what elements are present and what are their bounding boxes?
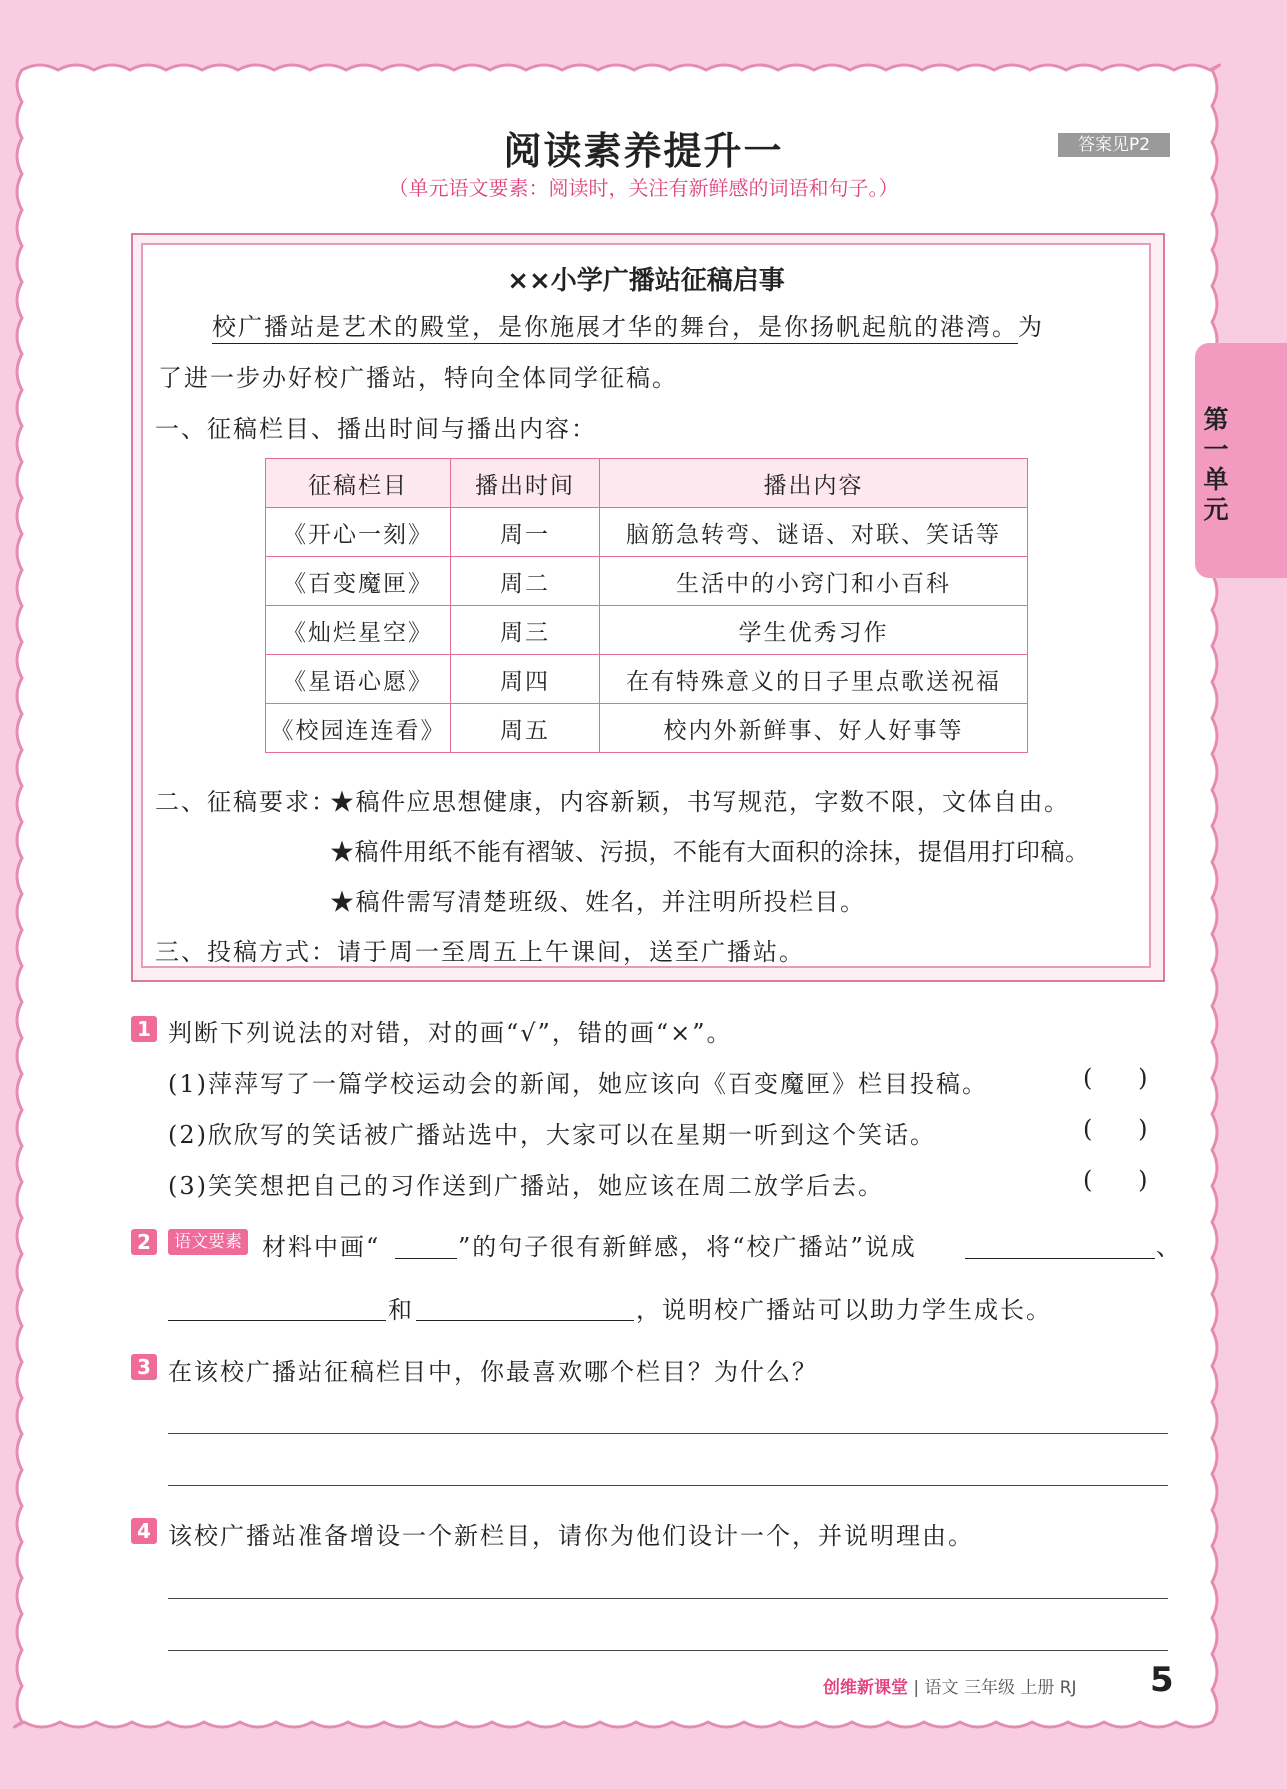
notice-title: ××小学广播站征稿启事 bbox=[507, 266, 785, 296]
table-header-row bbox=[266, 459, 1028, 508]
table-row bbox=[266, 557, 1028, 606]
answer-blank[interactable] bbox=[416, 1320, 634, 1321]
question-number-badge: 3 bbox=[131, 1354, 157, 1380]
notice-paragraph-1-line2: 了进一步办好校广播站，特向全体同学征稿。 bbox=[158, 364, 678, 392]
answer-line[interactable] bbox=[168, 1485, 1168, 1486]
question-1-item: (3)笑笑想把自己的习作送到广播站，她应该在周二放学后去。 bbox=[168, 1172, 884, 1200]
broadcast-time-cell: 周三 bbox=[451, 606, 600, 655]
schedule-table bbox=[265, 458, 1028, 753]
requirement-item: ★稿件用纸不能有褶皱、污损，不能有大面积的涂抹，提倡用打印稿。 bbox=[330, 838, 1090, 866]
table-row bbox=[266, 508, 1028, 557]
unit-side-tab-label: 第一单元 bbox=[1203, 405, 1229, 524]
page-number: 5 bbox=[1150, 1660, 1174, 1700]
question-2-and: 和 bbox=[388, 1296, 414, 1324]
table-row bbox=[266, 655, 1028, 704]
broadcast-time-cell: 周二 bbox=[451, 557, 600, 606]
question-1-item: (1)萍萍写了一篇学校运动会的新闻，她应该向《百变魔匣》栏目投稿。 bbox=[168, 1070, 988, 1098]
answer-line[interactable] bbox=[168, 1598, 1168, 1599]
question-2-text-b: ”的句子很有新鲜感，将“校广播站”说成 bbox=[458, 1233, 917, 1261]
column-name-cell: 《百变魔匣》 bbox=[266, 557, 451, 606]
broadcast-content-cell: 校内外新鲜事、好人好事等 bbox=[600, 704, 1028, 753]
unit-key-element-subtitle: （单元语文要素：阅读时，关注有新鲜感的词语和句子。） bbox=[388, 176, 899, 200]
requirement-item: ★稿件需写清楚班级、姓名，并注明所投栏目。 bbox=[330, 888, 866, 916]
column-name-cell: 《校园连连看》 bbox=[266, 704, 451, 753]
requirement-item: ★稿件应思想健康，内容新颖，书写规范，字数不限，文体自由。 bbox=[330, 788, 1070, 816]
question-2-comma: 、 bbox=[1156, 1233, 1182, 1261]
answer-parentheses[interactable]: ( ) bbox=[1083, 1064, 1148, 1092]
broadcast-time-cell: 周五 bbox=[451, 704, 600, 753]
answer-blank[interactable] bbox=[395, 1258, 457, 1259]
page-title: 阅读素养提升一 bbox=[503, 129, 784, 173]
broadcast-time-cell: 周四 bbox=[451, 655, 600, 704]
answer-reference-badge: 答案见P2 bbox=[1058, 133, 1170, 157]
question-4-prompt: 该校广播站准备增设一个新栏目，请你为他们设计一个，并说明理由。 bbox=[168, 1522, 974, 1550]
table-header-cell: 征稿栏目 bbox=[266, 459, 451, 508]
table-header-cell: 播出内容 bbox=[600, 459, 1028, 508]
question-2-text-c: ，说明校广播站可以助力学生成长。 bbox=[636, 1296, 1052, 1324]
footer-brand: 创维新课堂 bbox=[823, 1678, 908, 1698]
underlined-sentence: 校广播站是艺术的殿堂，是你施展才华的舞台，是你扬帆起航的港湾。 bbox=[212, 313, 1018, 344]
question-1-prompt: 判断下列说法的对错，对的画“√”，错的画“×”。 bbox=[168, 1019, 733, 1047]
broadcast-content-cell: 生活中的小窍门和小百科 bbox=[600, 557, 1028, 606]
answer-line[interactable] bbox=[168, 1433, 1168, 1434]
answer-line[interactable] bbox=[168, 1650, 1168, 1651]
table-row bbox=[266, 704, 1028, 753]
column-name-cell: 《开心一刻》 bbox=[266, 508, 451, 557]
footer-info: | 语文 三年级 上册 RJ bbox=[913, 1678, 1077, 1698]
answer-blank[interactable] bbox=[965, 1258, 1155, 1259]
question-1-item: (2)欣欣写的笑话被广播站选中，大家可以在星期一听到这个笑话。 bbox=[168, 1121, 936, 1149]
answer-blank[interactable] bbox=[168, 1320, 386, 1321]
question-number-badge: 1 bbox=[131, 1016, 157, 1042]
section-1-heading: 一、征稿栏目、播出时间与播出内容： bbox=[155, 415, 597, 443]
table-row bbox=[266, 606, 1028, 655]
paragraph-1-tail: 为 bbox=[1018, 313, 1044, 341]
answer-parentheses[interactable]: ( ) bbox=[1083, 1166, 1148, 1194]
notice-paragraph-1 bbox=[212, 307, 1044, 342]
key-element-tag: 语文要素 bbox=[168, 1229, 248, 1255]
column-name-cell: 《灿烂星空》 bbox=[266, 606, 451, 655]
broadcast-content-cell: 脑筋急转弯、谜语、对联、笑话等 bbox=[600, 508, 1028, 557]
broadcast-time-cell: 周一 bbox=[451, 508, 600, 557]
section-3-submission: 三、投稿方式：请于周一至周五上午课间，送至广播站。 bbox=[155, 938, 805, 966]
table-header-cell: 播出时间 bbox=[451, 459, 600, 508]
broadcast-content-cell: 学生优秀习作 bbox=[600, 606, 1028, 655]
column-name-cell: 《星语心愿》 bbox=[266, 655, 451, 704]
footer bbox=[823, 1673, 1077, 1698]
question-number-badge: 2 bbox=[131, 1229, 157, 1255]
question-number-badge: 4 bbox=[131, 1518, 157, 1544]
broadcast-content-cell: 在有特殊意义的日子里点歌送祝福 bbox=[600, 655, 1028, 704]
answer-parentheses[interactable]: ( ) bbox=[1083, 1115, 1148, 1143]
question-2-text-a: 材料中画“ bbox=[262, 1233, 381, 1261]
section-2-label: 二、征稿要求： bbox=[155, 788, 337, 816]
question-3-prompt: 在该校广播站征稿栏目中，你最喜欢哪个栏目？为什么？ bbox=[168, 1358, 818, 1386]
